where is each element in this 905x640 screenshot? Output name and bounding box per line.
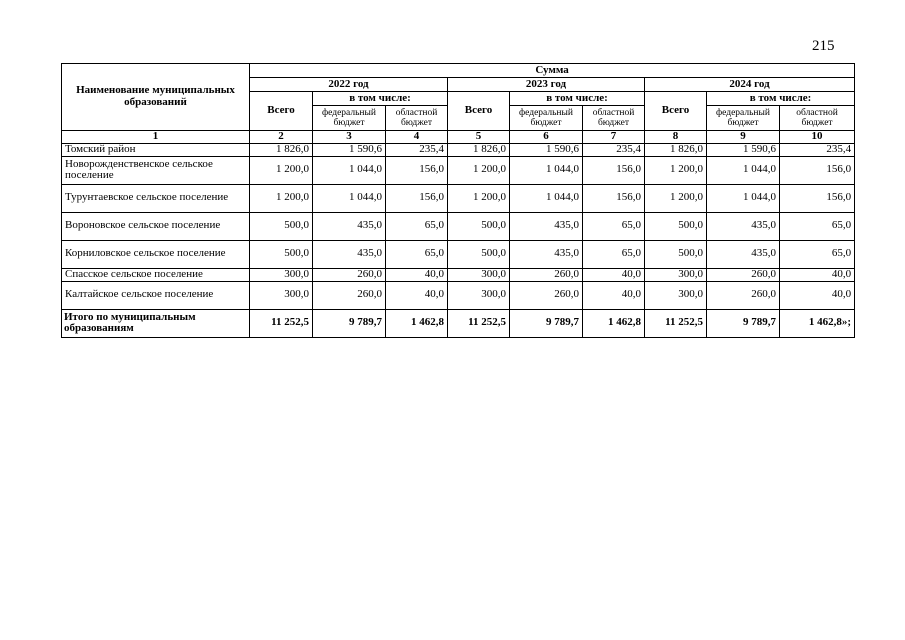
value-cell: 1 462,8	[583, 309, 645, 337]
value-cell: 500,0	[448, 212, 510, 240]
column-number: 5	[448, 131, 510, 144]
value-cell: 40,0	[583, 268, 645, 281]
value-cell: 1 200,0	[645, 156, 707, 184]
value-cell: 11 252,5	[645, 309, 707, 337]
value-cell: 235,4	[386, 143, 448, 156]
header-including-2024: в том числе:	[707, 92, 855, 106]
value-cell: 260,0	[707, 281, 780, 309]
municipality-name: Калтайское сельское поселение	[62, 281, 250, 309]
total-row	[62, 309, 855, 337]
value-cell: 9 789,7	[707, 309, 780, 337]
value-cell: 1 044,0	[707, 156, 780, 184]
value-cell: 300,0	[645, 281, 707, 309]
value-cell: 1 200,0	[250, 184, 313, 212]
value-cell: 1 826,0	[645, 143, 707, 156]
value-cell: 1 044,0	[510, 156, 583, 184]
value-cell: 435,0	[510, 240, 583, 268]
value-cell: 40,0	[583, 281, 645, 309]
header-including-2023: в том числе:	[510, 92, 645, 106]
column-number: 3	[313, 131, 386, 144]
value-cell: 500,0	[645, 240, 707, 268]
value-cell: 435,0	[707, 240, 780, 268]
value-cell: 235,4	[583, 143, 645, 156]
header-total-2024: Всего	[645, 92, 707, 131]
value-cell: 1 590,6	[510, 143, 583, 156]
value-cell: 65,0	[386, 212, 448, 240]
municipality-name: Корниловское сельское поселение	[62, 240, 250, 268]
value-cell: 1 826,0	[250, 143, 313, 156]
column-number: 7	[583, 131, 645, 144]
value-cell: 11 252,5	[448, 309, 510, 337]
header-regional-2023: областной бюджет	[583, 106, 645, 131]
value-cell: 500,0	[250, 240, 313, 268]
header-sum: Сумма	[250, 64, 855, 78]
table-row	[62, 268, 855, 281]
value-cell: 156,0	[780, 156, 855, 184]
value-cell: 500,0	[250, 212, 313, 240]
value-cell: 500,0	[448, 240, 510, 268]
municipality-name: Новорожденственское сельское поселение	[62, 156, 250, 184]
value-cell: 300,0	[645, 268, 707, 281]
municipality-name: Томский район	[62, 143, 250, 156]
value-cell: 156,0	[583, 184, 645, 212]
value-cell: 260,0	[510, 281, 583, 309]
value-cell: 1 200,0	[448, 184, 510, 212]
header-federal-2023: федеральный бюджет	[510, 106, 583, 131]
column-number: 9	[707, 131, 780, 144]
value-cell: 435,0	[313, 240, 386, 268]
header-federal-2022: федеральный бюджет	[313, 106, 386, 131]
value-cell: 1 044,0	[313, 184, 386, 212]
column-number: 1	[62, 131, 250, 144]
value-cell: 300,0	[250, 281, 313, 309]
header-year-2022: 2022 год	[250, 78, 448, 92]
column-number: 2	[250, 131, 313, 144]
table-row	[62, 184, 855, 212]
value-cell: 65,0	[583, 212, 645, 240]
value-cell: 156,0	[583, 156, 645, 184]
value-cell: 156,0	[780, 184, 855, 212]
value-cell: 1 044,0	[707, 184, 780, 212]
value-cell: 65,0	[583, 240, 645, 268]
value-cell: 65,0	[386, 240, 448, 268]
table-row	[62, 281, 855, 309]
budget-table	[61, 63, 855, 338]
header-including-2022: в том числе:	[313, 92, 448, 106]
value-cell: 40,0	[386, 281, 448, 309]
value-cell: 40,0	[386, 268, 448, 281]
value-cell: 260,0	[707, 268, 780, 281]
column-number: 4	[386, 131, 448, 144]
value-cell: 40,0	[780, 268, 855, 281]
value-cell: 1 590,6	[707, 143, 780, 156]
header-total-2022: Всего	[250, 92, 313, 131]
table-row	[62, 240, 855, 268]
table-row	[62, 143, 855, 156]
value-cell: 156,0	[386, 184, 448, 212]
municipality-name: Итого по муниципальным образованиям	[62, 309, 250, 337]
value-cell: 1 590,6	[313, 143, 386, 156]
value-cell: 260,0	[510, 268, 583, 281]
value-cell: 156,0	[386, 156, 448, 184]
value-cell: 11 252,5	[250, 309, 313, 337]
table-row	[62, 156, 855, 184]
header-federal-2024: федеральный бюджет	[707, 106, 780, 131]
header-total-2023: Всего	[448, 92, 510, 131]
header-year-2024: 2024 год	[645, 78, 855, 92]
value-cell: 300,0	[448, 268, 510, 281]
value-cell: 260,0	[313, 281, 386, 309]
table-body	[62, 143, 855, 337]
value-cell: 260,0	[313, 268, 386, 281]
header-year-2023: 2023 год	[448, 78, 645, 92]
column-number: 10	[780, 131, 855, 144]
value-cell: 9 789,7	[313, 309, 386, 337]
column-number: 8	[645, 131, 707, 144]
value-cell: 500,0	[645, 212, 707, 240]
value-cell: 1 044,0	[313, 156, 386, 184]
value-cell: 1 200,0	[448, 156, 510, 184]
value-cell: 300,0	[448, 281, 510, 309]
municipality-name: Турунтаевское сельское поселение	[62, 184, 250, 212]
column-number-row	[62, 131, 855, 144]
value-cell: 65,0	[780, 212, 855, 240]
value-cell: 1 462,8	[386, 309, 448, 337]
municipality-name: Спасское сельское поселение	[62, 268, 250, 281]
page-number: 215	[812, 38, 835, 54]
value-cell: 1 200,0	[250, 156, 313, 184]
value-cell: 40,0	[780, 281, 855, 309]
value-cell: 235,4	[780, 143, 855, 156]
value-cell: 1 826,0	[448, 143, 510, 156]
municipality-name: Вороновское сельское поселение	[62, 212, 250, 240]
value-cell: 435,0	[510, 212, 583, 240]
header-regional-2024: областной бюджет	[780, 106, 855, 131]
header-name-column: Наименование муниципальных образований	[62, 64, 250, 131]
value-cell: 435,0	[707, 212, 780, 240]
value-cell: 1 462,8»;	[780, 309, 855, 337]
value-cell: 300,0	[250, 268, 313, 281]
value-cell: 65,0	[780, 240, 855, 268]
value-cell: 9 789,7	[510, 309, 583, 337]
value-cell: 1 044,0	[510, 184, 583, 212]
header-regional-2022: областной бюджет	[386, 106, 448, 131]
table-row	[62, 212, 855, 240]
column-number: 6	[510, 131, 583, 144]
value-cell: 435,0	[313, 212, 386, 240]
value-cell: 1 200,0	[645, 184, 707, 212]
